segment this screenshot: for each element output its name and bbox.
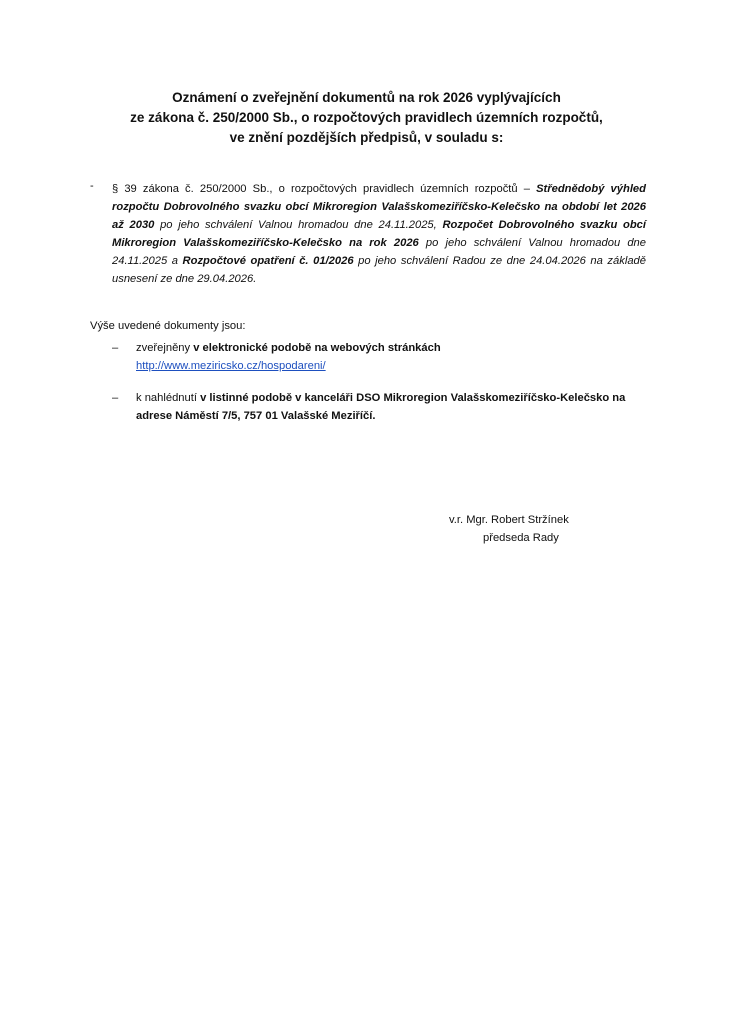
para-doc-3: Rozpočtové opatření č. 01/2026 xyxy=(182,255,354,267)
list-dash: – xyxy=(112,342,119,354)
title-line-1: Oznámení o zveřejnění dokumentů na rok 2026 vyplývajících xyxy=(172,90,561,105)
signature-role: předseda Rady xyxy=(483,532,559,544)
signature-name: v.r. Mgr. Robert Stržínek xyxy=(449,514,569,526)
legal-basis-paragraph xyxy=(112,180,646,288)
para-text-2: po jeho schválení Valnou hromadou dne 24.11.2025, xyxy=(154,219,443,231)
list-item xyxy=(112,389,652,425)
title-line-2: ze zákona č. 250/2000 Sb., o rozpočtových pravidlech územních rozpočtů, xyxy=(130,110,603,125)
publication-list xyxy=(112,339,652,425)
item2-text: k nahlédnutí xyxy=(136,392,201,404)
document-title xyxy=(60,88,673,148)
bullet-dash: - xyxy=(90,180,94,192)
para-text-1: § 39 zákona č. 250/2000 Sb., o rozpočtových pravidlech územních rozpočtů – xyxy=(112,183,537,195)
website-link[interactable]: http://www.meziricsko.cz/hospodareni/ xyxy=(136,360,326,372)
item2-bold: v listinné podobě v kanceláři DSO Mikroregion Valašskomeziříčsko-Kelečsko na adrese Náměstí 7/5, 757 01 Valašské Meziříčí. xyxy=(136,392,626,422)
title-line-3: ve znění pozdějších předpisů, v souladu s: xyxy=(229,130,504,145)
list-dash: – xyxy=(112,392,119,404)
para-doc-2: Rozpočet Dobrovolného svazku obcí Mikroregion Valašskomeziříčsko-Kelečsko na rok 2026 xyxy=(112,219,646,249)
para-text-4: po jeho schválení Radou ze dne 24.04.2026 na základě usnesení ze dne 29.04.2026. xyxy=(112,255,646,285)
list-item xyxy=(112,339,652,375)
documents-intro: Výše uvedené dokumenty jsou: xyxy=(90,320,246,332)
item1-text: zveřejněny xyxy=(136,342,194,354)
para-text-3: po jeho schválení Valnou hromadou dne 24.11.2025 a xyxy=(112,237,646,267)
item1-bold: v elektronické podobě na webových stránkách xyxy=(193,342,441,354)
para-doc-1: Střednědobý výhled rozpočtu Dobrovolného svazku obcí Mikroregion Valašskomeziříčsko-Kelečsko na období let 2026 až 2030 xyxy=(112,183,646,231)
signature-block xyxy=(449,511,569,547)
